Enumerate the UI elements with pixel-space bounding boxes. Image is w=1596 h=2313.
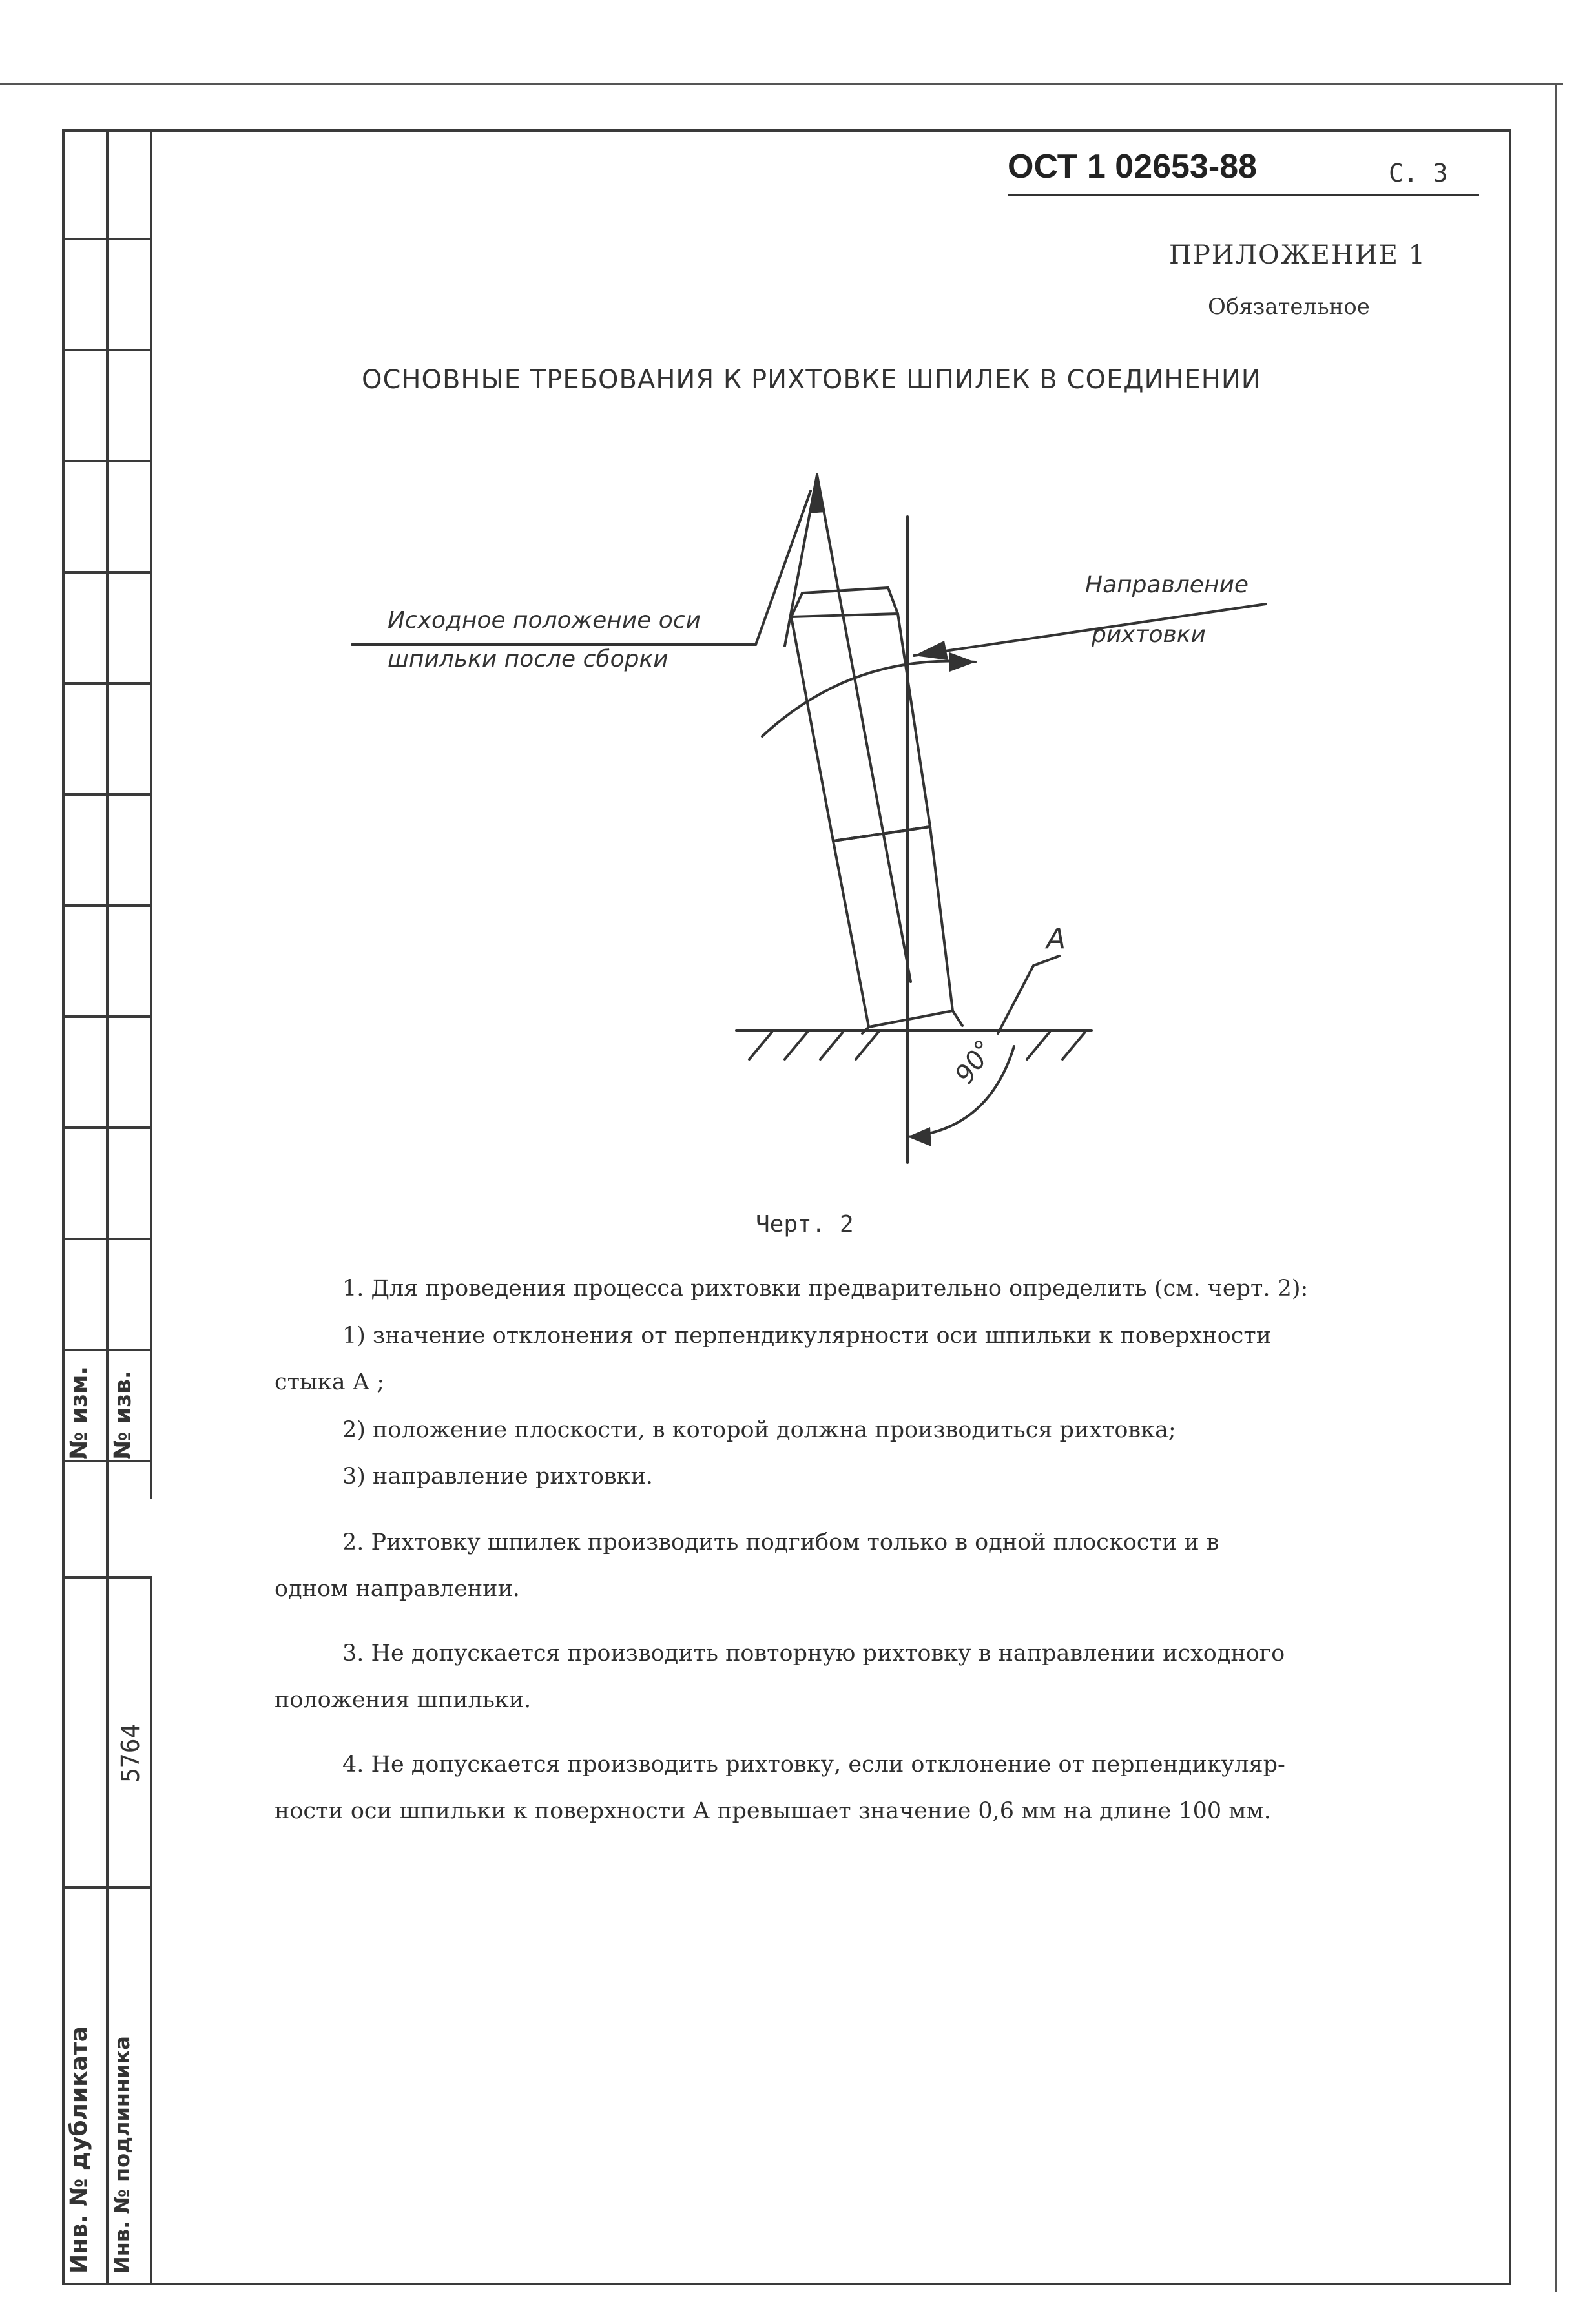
strip-cell-line (62, 460, 152, 462)
strip-edge-upper (150, 129, 152, 1499)
angle-arrowhead (907, 1127, 931, 1146)
paragraph-4-line2: ности оси шпильки к поверхности А превышает значение 0,6 мм на длине 100 мм. (275, 1798, 1271, 1824)
strip-cell-line (62, 1126, 152, 1129)
paragraph-3-line1: 3. Не допускается производить повторную рихтовку в направлении исходного (342, 1641, 1285, 1666)
hatch-line (820, 1032, 843, 1059)
hatch-line (785, 1032, 807, 1059)
notice-number-label: № изв. (110, 1370, 136, 1460)
strip-edge-lower (150, 1576, 152, 2285)
strip-cell-line (62, 571, 152, 574)
surface-a-leader (998, 956, 1059, 1033)
page-right-border-line (1555, 83, 1557, 2292)
inv-duplicate-label: Инв. № дубликата (66, 2026, 92, 2274)
axis-arrowhead (809, 475, 825, 513)
page-number: С. 3 (1389, 159, 1448, 187)
paragraph-2-line2: одном направлении. (275, 1576, 520, 1602)
strip-cell-line (62, 682, 152, 685)
hatch-line (856, 1032, 878, 1059)
original-number: 5764 (116, 1723, 145, 1783)
strip-cell-line (62, 1015, 152, 1018)
direction-leader (914, 604, 1266, 656)
paragraph-1-item-2: 2) положение плоскости, в которой должна производиться рихтовка; (342, 1417, 1176, 1443)
paragraph-4-line1: 4. Не допускается производить рихтовку, если отклонение от перпендикуляр- (342, 1752, 1285, 1778)
stud-shank (833, 827, 953, 1027)
strip-cell-line (62, 1238, 152, 1240)
initial-position-label-line2: шпильки после сборки (388, 646, 668, 672)
surface-a-label: А (1046, 922, 1066, 955)
strip-cell-line (62, 904, 152, 907)
figure-caption: Черт. 2 (756, 1211, 854, 1238)
paragraph-2-line1: 2. Рихтовку шпилек производить подгибом только в одной плоскости и в (342, 1530, 1219, 1555)
direction-label-line2: рихтовки (1092, 621, 1206, 648)
stud-chamfer-line (791, 614, 898, 617)
page-title: ОСНОВНЫЕ ТРЕБОВАНИЯ К РИХТОВКЕ ШПИЛЕК В СОЕДИНЕНИИ (362, 365, 1261, 395)
initial-position-label-line1: Исходное положение оси (388, 607, 701, 634)
paragraph-1-item-1-line2: стыка А ; (275, 1369, 385, 1395)
stud-base-right (953, 1011, 962, 1026)
direction-arc (762, 661, 975, 736)
paragraph-1-item-3: 3) направление рихтовки. (342, 1464, 653, 1489)
arc-arrowhead (949, 652, 975, 672)
strip-divider (106, 129, 109, 2285)
strip-cell-line (62, 1460, 152, 1462)
paragraph-1-intro: 1. Для проведения процесса рихтовки предварительно определить (см. черт. 2): (342, 1276, 1309, 1302)
direction-arrowhead (914, 641, 948, 660)
paragraph-3-line2: положения шпильки. (275, 1687, 532, 1713)
strip-cell-line (62, 793, 152, 796)
side-stamp-strip (62, 129, 152, 2285)
strip-cell-line (62, 1576, 152, 1579)
inv-original-label: Инв. № подлинника (110, 2036, 134, 2274)
strip-cell-line (62, 1886, 152, 1889)
stud-straightening-drawing (336, 452, 1305, 1195)
appendix-status: Обязательное (1208, 294, 1370, 320)
standard-number: ОСТ 1 02653-88 (1008, 148, 1258, 185)
hatch-line (1027, 1032, 1050, 1059)
strip-cell-line (62, 349, 152, 351)
page-top-border-line (0, 83, 1563, 85)
header-underline (1008, 194, 1479, 196)
direction-label-line1: Направление (1085, 572, 1249, 598)
paragraph-1-item-1-line1: 1) значение отклонения от перпендикулярности оси шпильки к поверхности (342, 1323, 1272, 1349)
change-number-label: № изм. (66, 1365, 92, 1460)
strip-cell-line (62, 1349, 152, 1351)
strip-cell-line (62, 238, 152, 240)
angle-90-label: 90° (949, 1034, 1000, 1090)
initial-axis-line (817, 475, 911, 982)
hatch-line (749, 1032, 772, 1059)
appendix-label: ПРИЛОЖЕНИЕ 1 (1169, 240, 1427, 270)
hatch-line (1062, 1032, 1085, 1059)
